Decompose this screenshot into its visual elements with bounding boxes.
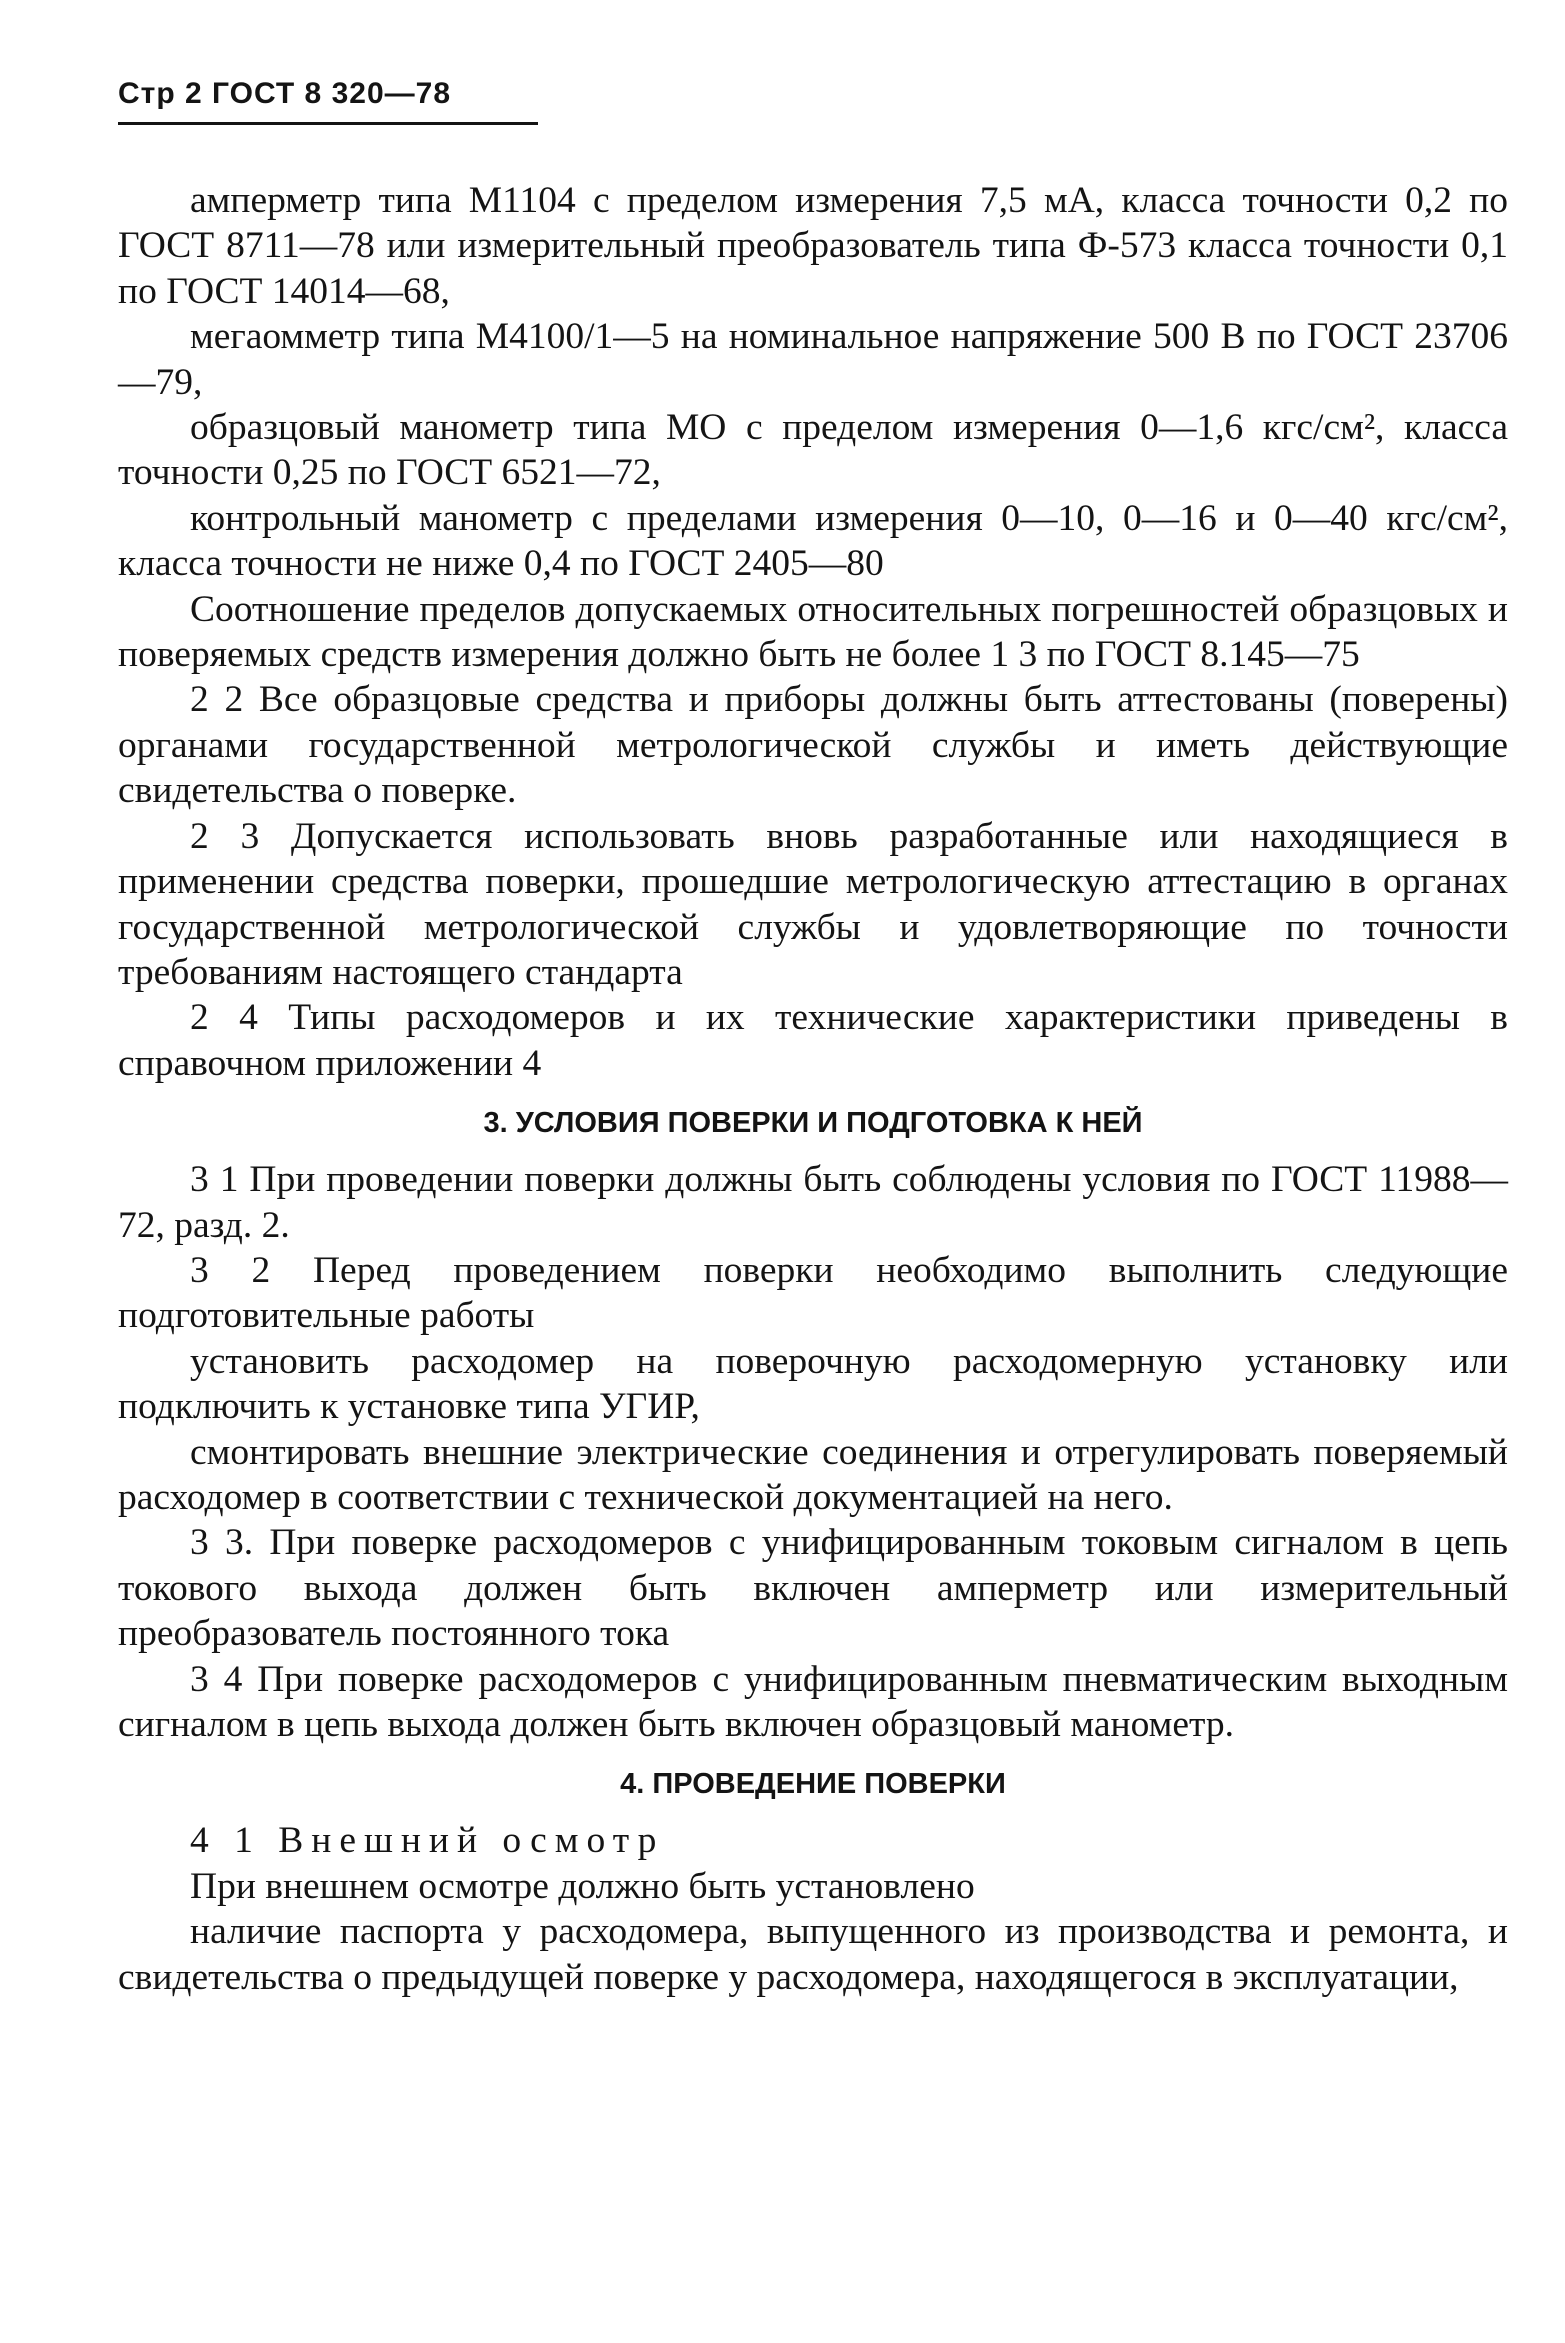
header-rule [118,122,538,125]
paragraph-mount-connections: смонтировать внешние электрические соединения и отрегулировать поверяемый расходомер в соответствии с технической документацией на него. [118,1431,1508,1518]
paragraph-control-manometer: контрольный манометр с пределами измерения 0—10, 0—16 и 0—40 кгс/см², класса точности не ниже 0,4 по ГОСТ 2405—80 [118,497,1508,585]
paragraph-ammeter: амперметр типа М1104 с пределом измерения 7,5 мА, класса точности 0,2 по ГОСТ 8711—78 или измерительный преобразователь типа Ф-573 класса точности 0,1 по ГОСТ 14014—68, [118,180,1508,312]
paragraph-2-3: 2 3 Допускается использовать вновь разработанные или находящиеся в применении средства поверки, прошедшие метрологическую аттестацию в органах государственной метрологической службы и удовлетворяющие по точности требованиям настоящего стандарта [118,815,1508,993]
paragraph-megohmmeter: мегаомметр типа М4100/1—5 на номинальное напряжение 500 В по ГОСТ 23706—79, [118,316,1508,403]
paragraph-reference-manometer: образцовый манометр типа МО с пределом измерения 0—1,6 кгс/см², класса точности 0,25 по ГОСТ 6521—72, [118,407,1508,494]
section-4-heading: 4. ПРОВЕДЕНИЕ ПОВЕРКИ [620,1768,1006,1801]
paragraph-passport: наличие паспорта у расходомера, выпущенного из производства и ремонта, и свидетельства о предыдущей поверке у расходомера, находящегося в эксплуатации, [118,1911,1508,1998]
paragraph-3-1: 3 1 При проведении поверки должны быть соблюдены условия по ГОСТ 11988—72, разд. 2. [118,1159,1508,1246]
paragraph-inspection-intro: При внешнем осмотре должно быть установлено [190,1865,975,1907]
section-3-heading: 3. УСЛОВИЯ ПОВЕРКИ И ПОДГОТОВКА К НЕЙ [483,1107,1143,1140]
document-body [118,178,1508,2000]
subsection-4-1-title: 4 1 Внешний осмотр [190,1820,665,1862]
paragraph-install-flowmeter: установить расходомер на поверочную расходомерную установку или подключить к установке типа УГИР, [118,1340,1508,1428]
paragraph-3-2: 3 2 Перед проведением поверки необходимо выполнить следующие подготовительные работы [118,1249,1508,1337]
paragraph-2-4: 2 4 Типы расходомеров и их технические характеристики приведены в справочном приложении 4 [118,997,1508,1084]
page-header: Стр 2 ГОСТ 8 320—78 [118,77,452,110]
paragraph-error-ratio: Соотношение пределов допускаемых относительных погрешностей образцовых и поверяемых средств измерения должно быть не более 1 3 по ГОСТ 8.145—75 [118,588,1508,676]
paragraph-3-4: 3 4 При поверке расходомеров с унифицированным пневматическим выходным сигналом в цепь выхода должен быть включен образцовый манометр. [118,1658,1508,1745]
paragraph-2-2: 2 2 Все образцовые средства и приборы должны быть аттестованы (поверены) органами государственной метрологической службы и иметь действующие свидетельства о поверке. [118,679,1508,812]
paragraph-3-3: 3 3. При поверке расходомеров с унифицированным токовым сигналом в цепь токового выхода должен быть включен амперметр или измерительный преобразователь постоянного тока [118,1522,1508,1655]
